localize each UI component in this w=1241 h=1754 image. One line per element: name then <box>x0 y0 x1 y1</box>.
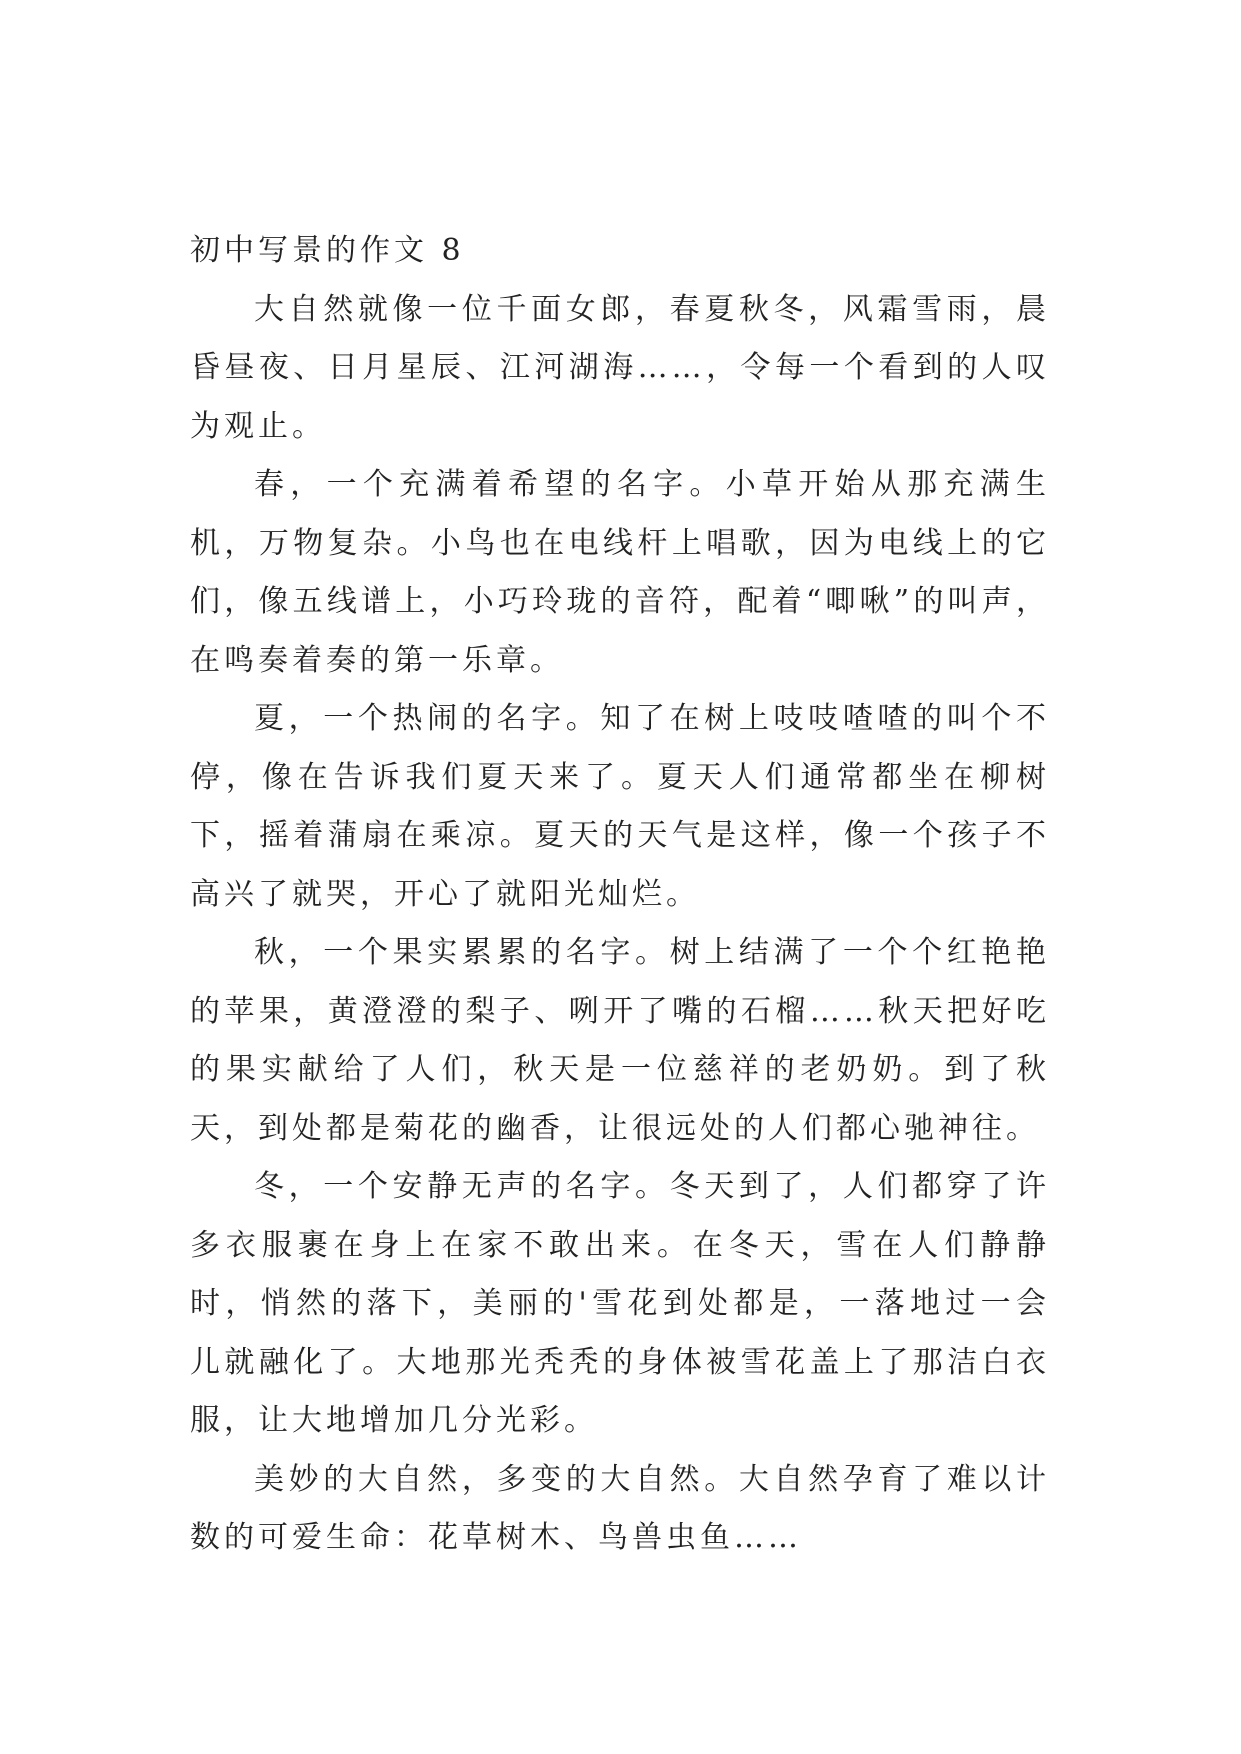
paragraph-spring: 春，一个充满着希望的名字。小草开始从那充满生机，万物复杂。小鸟也在电线杆上唱歌，因为电线上的它们，像五线谱上，小巧玲珑的音符，配着“唧啾”的叫声，在鸣奏着奏的第一乐章。 <box>190 467 1050 678</box>
document-body <box>190 222 1050 1568</box>
paragraph-conclusion: 美妙的大自然，多变的大自然。大自然孕育了难以计数的可爱生命：花草树木、鸟兽虫鱼…… <box>190 1461 1050 1555</box>
paragraph-winter: 冬，一个安静无声的名字。冬天到了，人们都穿了许多衣服裹在身上在家不敢出来。在冬天，雪在人们静静时，悄然的落下，美丽的'雪花到处都是，一落地过一会儿就融化了。大地那光秃秃的身体被雪花盖上了那洁白衣服，让大地增加几分光彩。 <box>190 1169 1050 1438</box>
paragraph-autumn: 秋，一个果实累累的名字。树上结满了一个个红艳艳的苹果，黄澄澄的梨子、咧开了嘴的石榴……秋天把好吃的果实献给了人们，秋天是一位慈祥的老奶奶。到了秋天，到处都是菊花的幽香，让很远处的人们都心驰神往。 <box>190 935 1050 1146</box>
essay-title: 初中写景的作文 8 <box>190 233 465 268</box>
paragraph-summer: 夏，一个热闹的名字。知了在树上吱吱喳喳的叫个不停，像在告诉我们夏天来了。夏天人们通常都坐在柳树下，摇着蒲扇在乘凉。夏天的天气是这样，像一个孩子不高兴了就哭，开心了就阳光灿烂。 <box>190 701 1050 912</box>
paragraph-intro: 大自然就像一位千面女郎，春夏秋冬，风霜雪雨，晨昏昼夜、日月星辰、江河湖海……，令每一个看到的人叹为观止。 <box>190 291 1050 444</box>
